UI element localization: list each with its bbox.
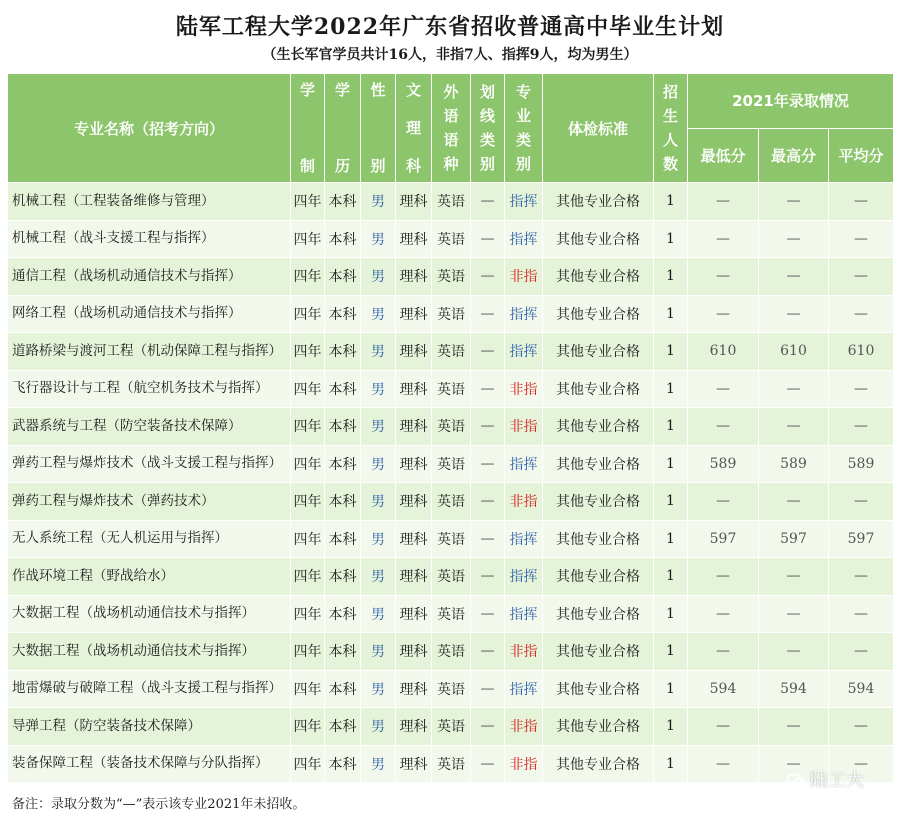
cell-name: 弹药工程与爆炸技术（弹药技术）: [8, 483, 291, 521]
cell-wenli: 理科: [396, 745, 432, 783]
cell-xuezhi: 四年: [291, 370, 325, 408]
table-row: [8, 595, 894, 633]
cell-xuezhi: 四年: [291, 745, 325, 783]
header-avg: 平均分: [829, 128, 894, 183]
cell-xueli: 本科: [325, 483, 361, 521]
cell-xuezhi: 四年: [291, 558, 325, 596]
table-row: [8, 295, 894, 333]
cell-xuezhi: 四年: [291, 220, 325, 258]
header-xingbie: 性 别: [361, 74, 396, 183]
cell-xingbie: 男: [361, 183, 396, 221]
cell-min: —: [688, 183, 759, 221]
cell-xingbie: 男: [361, 258, 396, 296]
cell-huaxian: —: [471, 445, 505, 483]
cell-avg: —: [829, 408, 894, 446]
cell-tijian: 其他专业合格: [543, 333, 654, 371]
cell-name: 弹药工程与爆炸技术（战斗支援工程与指挥）: [8, 445, 291, 483]
cell-avg: —: [829, 558, 894, 596]
cell-name: 无人系统工程（无人机运用与指挥）: [8, 520, 291, 558]
cell-avg: —: [829, 633, 894, 671]
cell-tijian: 其他专业合格: [543, 483, 654, 521]
cell-type: 指挥: [505, 295, 543, 333]
cell-avg: —: [829, 745, 894, 783]
table-row: [8, 445, 894, 483]
cell-renshu: 1: [654, 220, 688, 258]
cell-xueli: 本科: [325, 445, 361, 483]
cell-renshu: 1: [654, 483, 688, 521]
cell-type: 非指: [505, 483, 543, 521]
cell-renshu: 1: [654, 445, 688, 483]
cell-renshu: 1: [654, 370, 688, 408]
watermark: [786, 766, 864, 792]
cell-max: 589: [759, 445, 829, 483]
cell-xingbie: 男: [361, 633, 396, 671]
page-title: 陆军工程大学2022年广东省招收普通高中毕业生计划: [175, 14, 725, 40]
cell-max: —: [759, 220, 829, 258]
header-wenli: 文 理 科: [396, 74, 432, 183]
cell-renshu: 1: [654, 183, 688, 221]
cell-name: 武器系统与工程（防空装备技术保障）: [8, 408, 291, 446]
cell-xueli: 本科: [325, 670, 361, 708]
cell-min: —: [688, 220, 759, 258]
cell-max: —: [759, 295, 829, 333]
header-tijian: 体检标准: [543, 74, 654, 183]
cell-xuezhi: 四年: [291, 333, 325, 371]
cell-wenli: 理科: [396, 520, 432, 558]
cell-max: —: [759, 483, 829, 521]
header-max: 最高分: [759, 128, 829, 183]
cell-xingbie: 男: [361, 483, 396, 521]
table-row: [8, 258, 894, 296]
cell-max: —: [759, 370, 829, 408]
cell-xuezhi: 四年: [291, 183, 325, 221]
cell-name: 导弹工程（防空装备技术保障）: [8, 708, 291, 746]
cell-waiyu: 英语: [432, 295, 471, 333]
table-row: [8, 670, 894, 708]
cell-max: 594: [759, 670, 829, 708]
cell-xingbie: 男: [361, 445, 396, 483]
cell-max: —: [759, 745, 829, 783]
table-row: [8, 520, 894, 558]
cell-waiyu: 英语: [432, 520, 471, 558]
cell-waiyu: 英语: [432, 670, 471, 708]
cell-max: —: [759, 558, 829, 596]
cell-xuezhi: 四年: [291, 708, 325, 746]
cell-waiyu: 英语: [432, 633, 471, 671]
cell-renshu: 1: [654, 558, 688, 596]
cell-renshu: 1: [654, 633, 688, 671]
cell-tijian: 其他专业合格: [543, 520, 654, 558]
cell-name: 机械工程（工程装备维修与管理）: [8, 183, 291, 221]
cell-xueli: 本科: [325, 558, 361, 596]
cell-name: 装备保障工程（装备技术保障与分队指挥）: [8, 745, 291, 783]
table-row: [8, 333, 894, 371]
cell-avg: —: [829, 370, 894, 408]
cell-min: 597: [688, 520, 759, 558]
cell-waiyu: 英语: [432, 595, 471, 633]
header-name: 专业名称（招考方向）: [8, 74, 291, 183]
cell-waiyu: 英语: [432, 333, 471, 371]
cell-type: 指挥: [505, 183, 543, 221]
cell-huaxian: —: [471, 670, 505, 708]
table-body: [8, 183, 894, 783]
cell-min: —: [688, 295, 759, 333]
cell-name: 网络工程（战场机动通信技术与指挥）: [8, 295, 291, 333]
header-zhuanye: 专 业 类 别: [505, 74, 543, 183]
table-row: [8, 483, 894, 521]
cell-xueli: 本科: [325, 408, 361, 446]
cell-huaxian: —: [471, 633, 505, 671]
cell-max: —: [759, 595, 829, 633]
cell-waiyu: 英语: [432, 220, 471, 258]
cell-tijian: 其他专业合格: [543, 295, 654, 333]
cell-avg: 597: [829, 520, 894, 558]
cell-wenli: 理科: [396, 258, 432, 296]
cell-renshu: 1: [654, 520, 688, 558]
cell-waiyu: 英语: [432, 708, 471, 746]
cell-name: 作战环境工程（野战给水）: [8, 558, 291, 596]
cell-type: 非指: [505, 633, 543, 671]
cell-xuezhi: 四年: [291, 633, 325, 671]
cell-xueli: 本科: [325, 295, 361, 333]
cell-avg: 610: [829, 333, 894, 371]
cell-tijian: 其他专业合格: [543, 670, 654, 708]
cell-min: —: [688, 370, 759, 408]
cell-min: —: [688, 408, 759, 446]
cell-xueli: 本科: [325, 258, 361, 296]
cell-tijian: 其他专业合格: [543, 258, 654, 296]
cell-huaxian: —: [471, 483, 505, 521]
table-row: [8, 183, 894, 221]
cell-type: 指挥: [505, 333, 543, 371]
cell-xueli: 本科: [325, 333, 361, 371]
cell-renshu: 1: [654, 670, 688, 708]
header-xuezhi: 学 制: [291, 74, 325, 183]
cell-wenli: 理科: [396, 408, 432, 446]
cell-renshu: 1: [654, 708, 688, 746]
cell-avg: —: [829, 220, 894, 258]
cell-type: 指挥: [505, 220, 543, 258]
cell-xingbie: 男: [361, 745, 396, 783]
cell-name: 通信工程（战场机动通信技术与指挥）: [8, 258, 291, 296]
cell-max: —: [759, 633, 829, 671]
cell-wenli: 理科: [396, 558, 432, 596]
cell-max: 597: [759, 520, 829, 558]
cell-wenli: 理科: [396, 483, 432, 521]
cell-max: —: [759, 408, 829, 446]
cell-xuezhi: 四年: [291, 295, 325, 333]
cell-max: —: [759, 258, 829, 296]
table-row: [8, 408, 894, 446]
cell-wenli: 理科: [396, 370, 432, 408]
cell-wenli: 理科: [396, 670, 432, 708]
cell-type: 指挥: [505, 445, 543, 483]
cell-xuezhi: 四年: [291, 520, 325, 558]
cell-type: 指挥: [505, 595, 543, 633]
header-min: 最低分: [688, 128, 759, 183]
cell-tijian: 其他专业合格: [543, 408, 654, 446]
cell-wenli: 理科: [396, 220, 432, 258]
cell-huaxian: —: [471, 520, 505, 558]
cell-xingbie: 男: [361, 370, 396, 408]
cell-tijian: 其他专业合格: [543, 220, 654, 258]
cell-name: 地雷爆破与破障工程（战斗支援工程与指挥）: [8, 670, 291, 708]
cell-waiyu: 英语: [432, 370, 471, 408]
cell-huaxian: —: [471, 558, 505, 596]
cell-huaxian: —: [471, 408, 505, 446]
cell-huaxian: —: [471, 258, 505, 296]
cell-tijian: 其他专业合格: [543, 708, 654, 746]
cell-renshu: 1: [654, 745, 688, 783]
cell-min: 589: [688, 445, 759, 483]
cell-waiyu: 英语: [432, 183, 471, 221]
cell-wenli: 理科: [396, 633, 432, 671]
cell-tijian: 其他专业合格: [543, 633, 654, 671]
cell-wenli: 理科: [396, 183, 432, 221]
header-huaxian: 划 线 类 别: [471, 74, 505, 183]
page-subtitle: （生长军官学员共计16人，非指7人、指挥9人，均为男生）: [262, 47, 638, 63]
cell-min: —: [688, 745, 759, 783]
cell-tijian: 其他专业合格: [543, 558, 654, 596]
cell-xuezhi: 四年: [291, 258, 325, 296]
cell-renshu: 1: [654, 408, 688, 446]
cell-tijian: 其他专业合格: [543, 445, 654, 483]
header-renshu: 招 生 人 数: [654, 74, 688, 183]
cell-waiyu: 英语: [432, 408, 471, 446]
cell-xingbie: 男: [361, 708, 396, 746]
cell-name: 大数据工程（战场机动通信技术与指挥）: [8, 633, 291, 671]
table-row: [8, 370, 894, 408]
cell-renshu: 1: [654, 258, 688, 296]
cell-waiyu: 英语: [432, 558, 471, 596]
cell-avg: —: [829, 295, 894, 333]
cell-huaxian: —: [471, 183, 505, 221]
footnote: 备注：录取分数为“—”表示该专业2021年未招收。: [12, 797, 306, 812]
cell-tijian: 其他专业合格: [543, 183, 654, 221]
cell-max: 610: [759, 333, 829, 371]
cell-xuezhi: 四年: [291, 595, 325, 633]
cell-huaxian: —: [471, 333, 505, 371]
table-row: [8, 745, 894, 783]
cell-min: —: [688, 708, 759, 746]
table-row: [8, 708, 894, 746]
cell-wenli: 理科: [396, 333, 432, 371]
cell-xueli: 本科: [325, 708, 361, 746]
cell-avg: —: [829, 595, 894, 633]
cell-huaxian: —: [471, 220, 505, 258]
watermark-text: 陆工大: [810, 770, 864, 791]
cell-wenli: 理科: [396, 295, 432, 333]
table-row: [8, 220, 894, 258]
wechat-icon: [786, 773, 806, 789]
cell-tijian: 其他专业合格: [543, 745, 654, 783]
cell-avg: —: [829, 708, 894, 746]
cell-xuezhi: 四年: [291, 408, 325, 446]
cell-max: —: [759, 708, 829, 746]
header-waiyu: 外 语 语 种: [432, 74, 471, 183]
cell-waiyu: 英语: [432, 258, 471, 296]
cell-type: 指挥: [505, 520, 543, 558]
cell-type: 指挥: [505, 670, 543, 708]
cell-min: —: [688, 483, 759, 521]
cell-xueli: 本科: [325, 633, 361, 671]
cell-type: 非指: [505, 745, 543, 783]
cell-min: 610: [688, 333, 759, 371]
cell-type: 非指: [505, 708, 543, 746]
cell-max: —: [759, 183, 829, 221]
cell-renshu: 1: [654, 333, 688, 371]
cell-min: —: [688, 633, 759, 671]
cell-type: 非指: [505, 258, 543, 296]
cell-huaxian: —: [471, 370, 505, 408]
table-row: [8, 633, 894, 671]
cell-name: 机械工程（战斗支援工程与指挥）: [8, 220, 291, 258]
cell-avg: 594: [829, 670, 894, 708]
cell-name: 飞行器设计与工程（航空机务技术与指挥）: [8, 370, 291, 408]
header-luqu: 2021年录取情况: [688, 74, 894, 129]
cell-tijian: 其他专业合格: [543, 370, 654, 408]
cell-waiyu: 英语: [432, 445, 471, 483]
cell-xueli: 本科: [325, 595, 361, 633]
cell-tijian: 其他专业合格: [543, 595, 654, 633]
enrollment-plan-table: [7, 73, 894, 783]
table-row: [8, 558, 894, 596]
cell-huaxian: —: [471, 295, 505, 333]
cell-xuezhi: 四年: [291, 483, 325, 521]
cell-avg: 589: [829, 445, 894, 483]
cell-renshu: 1: [654, 295, 688, 333]
header-xueli: 学 历: [325, 74, 361, 183]
cell-min: 594: [688, 670, 759, 708]
cell-min: —: [688, 595, 759, 633]
cell-xueli: 本科: [325, 520, 361, 558]
cell-huaxian: —: [471, 708, 505, 746]
cell-xingbie: 男: [361, 670, 396, 708]
cell-xingbie: 男: [361, 520, 396, 558]
cell-min: —: [688, 558, 759, 596]
cell-xingbie: 男: [361, 220, 396, 258]
cell-avg: —: [829, 258, 894, 296]
cell-xueli: 本科: [325, 220, 361, 258]
cell-type: 非指: [505, 370, 543, 408]
cell-type: 指挥: [505, 558, 543, 596]
cell-xingbie: 男: [361, 595, 396, 633]
cell-xueli: 本科: [325, 370, 361, 408]
cell-name: 道路桥梁与渡河工程（机动保障工程与指挥）: [8, 333, 291, 371]
cell-renshu: 1: [654, 595, 688, 633]
cell-xueli: 本科: [325, 183, 361, 221]
cell-waiyu: 英语: [432, 745, 471, 783]
cell-huaxian: —: [471, 745, 505, 783]
cell-xuezhi: 四年: [291, 445, 325, 483]
cell-xueli: 本科: [325, 745, 361, 783]
cell-wenli: 理科: [396, 445, 432, 483]
cell-type: 非指: [505, 408, 543, 446]
cell-xingbie: 男: [361, 295, 396, 333]
cell-min: —: [688, 258, 759, 296]
cell-xuezhi: 四年: [291, 670, 325, 708]
cell-xingbie: 男: [361, 333, 396, 371]
cell-xingbie: 男: [361, 558, 396, 596]
cell-huaxian: —: [471, 595, 505, 633]
cell-xingbie: 男: [361, 408, 396, 446]
cell-waiyu: 英语: [432, 483, 471, 521]
cell-wenli: 理科: [396, 595, 432, 633]
cell-name: 大数据工程（战场机动通信技术与指挥）: [8, 595, 291, 633]
cell-avg: —: [829, 183, 894, 221]
cell-avg: —: [829, 483, 894, 521]
cell-wenli: 理科: [396, 708, 432, 746]
